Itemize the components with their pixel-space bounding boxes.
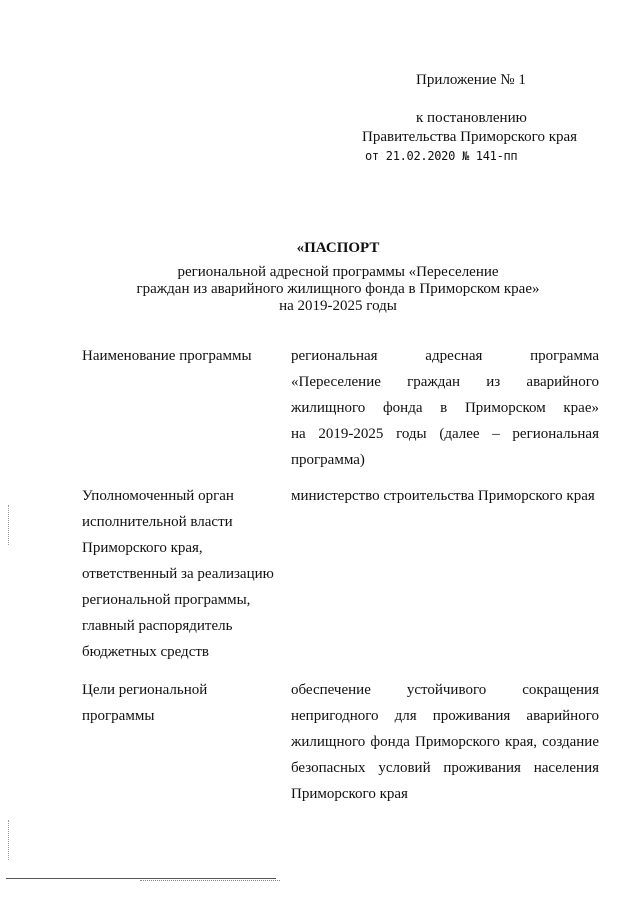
- label-line: исполнительной власти: [82, 514, 233, 530]
- subtitle-line-3: на 2019-2025 годы: [279, 298, 397, 314]
- value-line: региональная адресная программа: [291, 348, 599, 364]
- label-line: программы: [82, 708, 155, 724]
- row-2-label: [82, 483, 282, 665]
- row-2-value: [291, 483, 599, 509]
- approval-line-3: от 21.02.2020 № 141-пп: [365, 149, 518, 163]
- subtitle-line-1: региональной адресной программы «Переселение: [177, 264, 499, 280]
- label-line: главный распорядитель: [82, 618, 233, 634]
- value-line: «Переселение граждан из аварийного: [291, 374, 599, 390]
- label-line: региональной программы,: [82, 592, 251, 608]
- label-line: Уполномоченный орган: [82, 488, 234, 504]
- value-line: Приморского края: [291, 786, 408, 802]
- subtitle-line-2: граждан из аварийного жилищного фонда в Приморском крае»: [136, 281, 540, 297]
- row-1-label: [82, 343, 282, 369]
- value-line: на 2019-2025 годы (далее – региональная: [291, 426, 599, 442]
- value-line: программа): [291, 452, 365, 468]
- label-line: Приморского края,: [82, 540, 203, 556]
- scan-margin-mark: [8, 505, 10, 545]
- value-line: министерство строительства Приморского края: [291, 488, 595, 504]
- scan-margin-mark: [8, 820, 10, 860]
- value-line: безопасных условий проживания населения: [291, 760, 599, 776]
- value-line: жилищного фонда Приморского края, создание: [291, 734, 599, 750]
- label-line: Цели региональной: [82, 682, 208, 698]
- scan-bottom-dots: [140, 880, 280, 881]
- approval-block: [362, 109, 577, 166]
- document-title: «ПАСПОРТ: [296, 240, 380, 256]
- row-3-value: [291, 677, 599, 807]
- row-3-label: [82, 677, 282, 729]
- appendix-number: Приложение № 1: [416, 72, 526, 88]
- label-line: Наименование программы: [82, 348, 252, 364]
- row-1-value: [291, 343, 599, 473]
- value-line: обеспечение устойчивого сокращения: [291, 682, 599, 698]
- value-line: жилищного фонда в Приморском крае»: [291, 400, 599, 416]
- label-line: бюджетных средств: [82, 644, 209, 660]
- label-line: ответственный за реализацию: [82, 566, 274, 582]
- value-line: непригодного для проживания аварийного: [291, 708, 599, 724]
- approval-line-2: Правительства Приморского края: [362, 129, 578, 145]
- document-subtitle: [0, 264, 640, 315]
- scan-bottom-line: [6, 878, 276, 879]
- approval-line-1: к постановлению: [416, 110, 527, 126]
